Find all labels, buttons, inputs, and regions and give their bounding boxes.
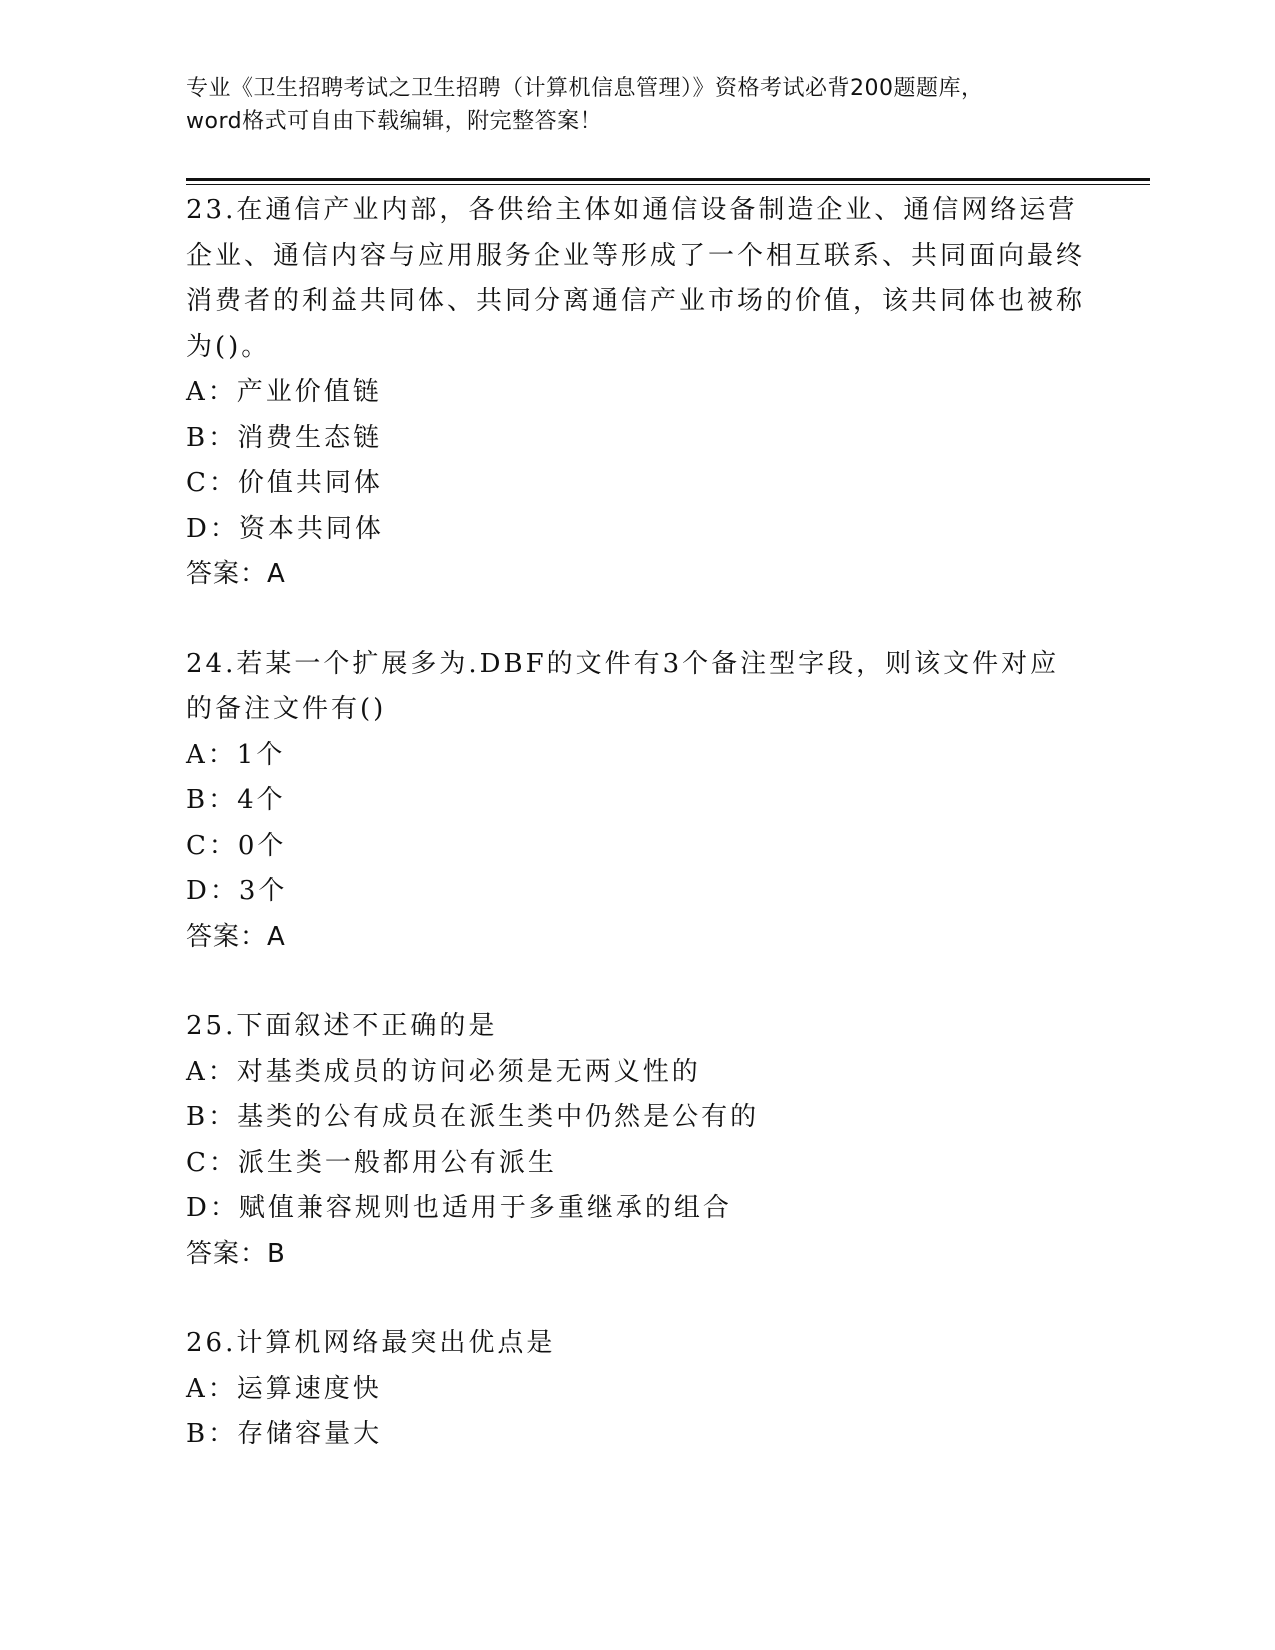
question-stem: 26.计算机网络最突出优点是: [186, 1328, 556, 1358]
option-a: A：对基类成员的访问必须是无两义性的: [186, 1056, 701, 1087]
question-stem: 25.下面叙述不正确的是: [186, 1011, 498, 1041]
answer-line: 答案：A: [186, 559, 286, 589]
document-header: [186, 72, 1086, 138]
answer-line: 答案：A: [186, 921, 286, 952]
answer-line: 答案：B: [186, 1238, 286, 1269]
question-26: [186, 1321, 1086, 1458]
option-b: B：基类的公有成员在派生类中仍然是公有的: [186, 1102, 760, 1132]
question-23: [186, 188, 1086, 598]
option-c: C：价值共同体: [186, 468, 383, 498]
header-divider-thin: [186, 184, 1150, 185]
option-a: A：1个: [186, 739, 286, 770]
header-line-1: 专业《卫生招聘考试之卫生招聘（计算机信息管理）》资格考试必背200题题库，: [186, 76, 984, 101]
header-divider-thick: [186, 178, 1150, 181]
option-d: D：赋值兼容规则也适用于多重继承的组合: [186, 1193, 732, 1223]
question-25: [186, 1004, 1086, 1277]
question-stem: 24.若某一个扩展多为.DBF的文件有3个备注型字段，则该文件对应的备注文件有(): [186, 648, 1060, 724]
option-b: B：4个: [186, 785, 286, 815]
question-list: [186, 188, 1086, 1502]
option-d: D：资本共同体: [186, 513, 384, 544]
option-a: A：运算速度快: [186, 1373, 382, 1404]
option-b: B：消费生态链: [186, 422, 383, 453]
option-d: D：3个: [186, 876, 288, 906]
option-a: A：产业价值链: [186, 377, 382, 407]
question-stem: 23.在通信产业内部，各供给主体如通信设备制造企业、通信网络运营企业、通信内容与应用服务企业等形成了一个相互联系、共同面向最终消费者的利益共同体、共同分离通信产业市场的价值，该共同体也被称为()。: [186, 195, 1086, 362]
question-24: [186, 642, 1086, 961]
header-line-2: word格式可自由下载编辑，附完整答案！: [186, 109, 603, 134]
option-b: B：存储容量大: [186, 1419, 383, 1449]
option-c: C：0个: [186, 830, 287, 861]
option-c: C：派生类一般都用公有派生: [186, 1147, 557, 1178]
